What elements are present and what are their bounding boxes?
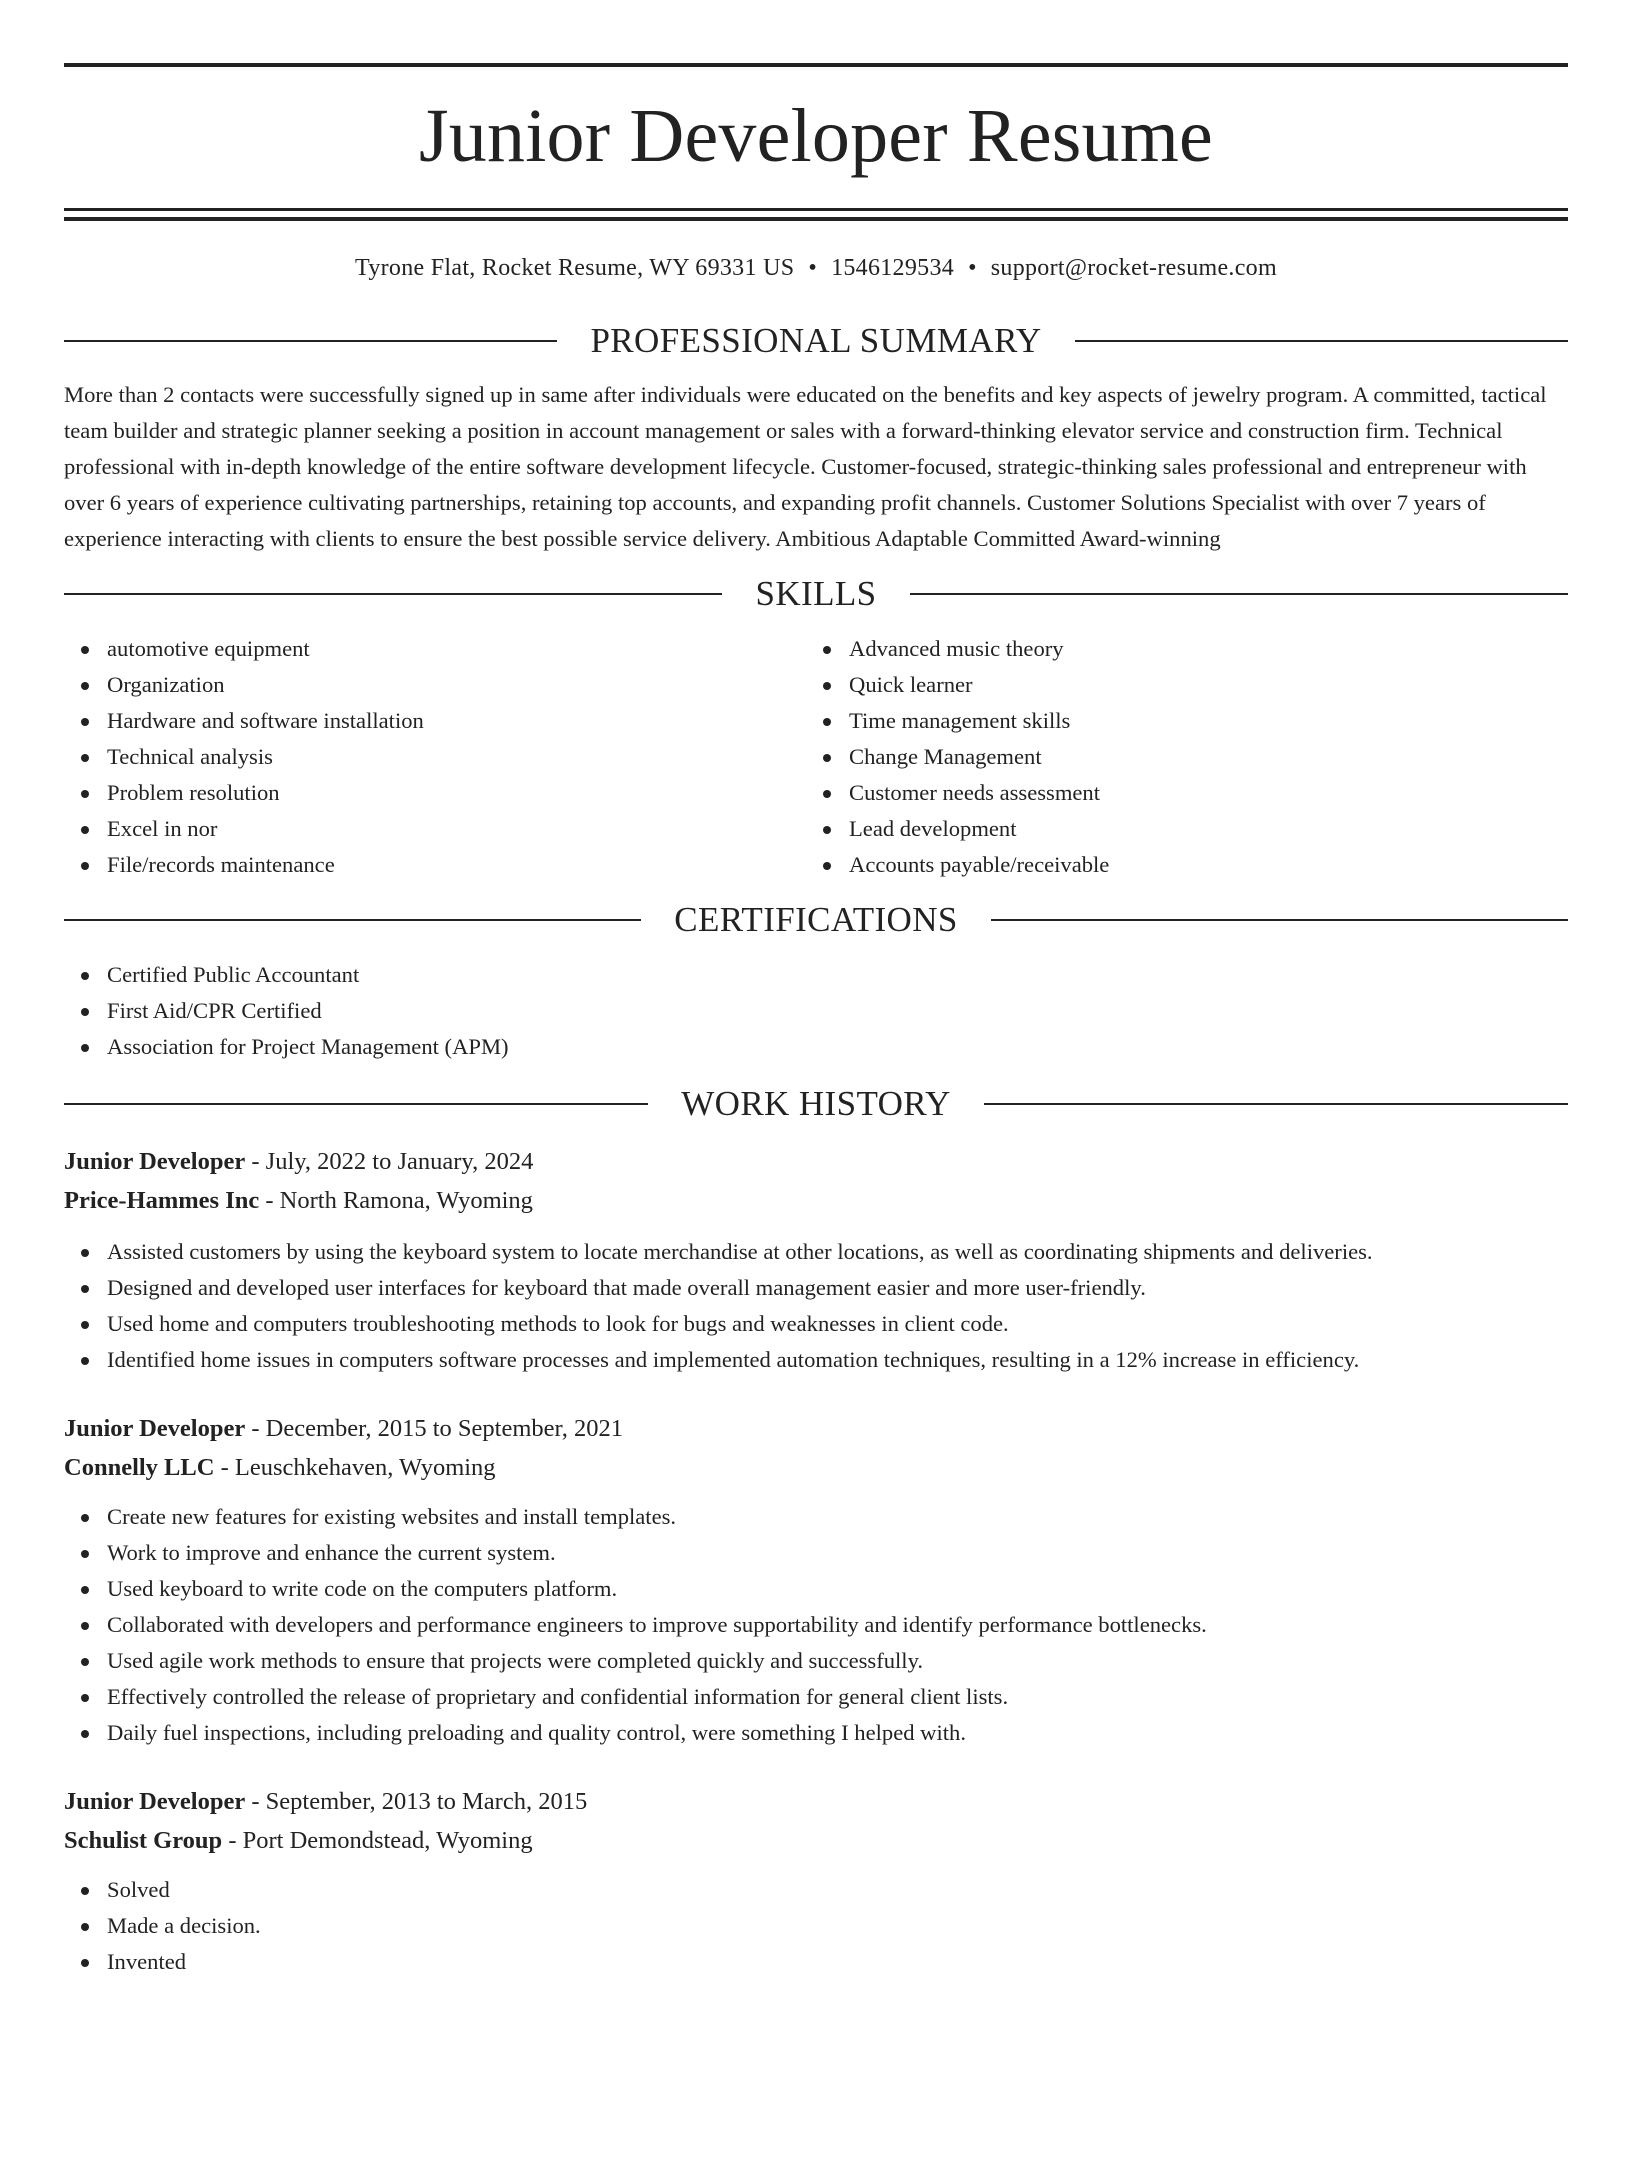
heading-rule: [984, 1103, 1568, 1105]
job-bullet: Made a decision.: [107, 1908, 1568, 1944]
job-company-line: [64, 1448, 1568, 1487]
job-dates: July, 2022 to January, 2024: [265, 1148, 534, 1175]
dash: -: [245, 1148, 266, 1175]
dash: -: [214, 1454, 235, 1481]
job-title: Junior Developer: [64, 1415, 246, 1442]
contact-separator: •: [968, 255, 977, 281]
job-bullets: [64, 1234, 1568, 1378]
job-company: Price-Hammes Inc: [64, 1187, 260, 1214]
certification-item: First Aid/CPR Certified: [107, 993, 1568, 1029]
job-company-line: [64, 1181, 1568, 1220]
skill-item: Advanced music theory: [849, 631, 1548, 667]
heading-rule: [1075, 340, 1568, 342]
skill-item: Accounts payable/receivable: [849, 847, 1548, 883]
top-rule: [64, 63, 1568, 67]
job-entry: [64, 1409, 1568, 1751]
skill-item: File/records maintenance: [107, 847, 806, 883]
dash: -: [259, 1187, 280, 1214]
skill-item: Customer needs assessment: [849, 775, 1548, 811]
skills-list: [64, 631, 1568, 883]
job-bullet: Identified home issues in computers software processes and implemented automation techniques, resulting in a 12% increase in efficiency.: [107, 1342, 1568, 1378]
job-bullet: Invented: [107, 1944, 1568, 1980]
dash: -: [222, 1827, 243, 1854]
contact-address: Tyrone Flat, Rocket Resume, WY 69331 US: [355, 255, 795, 281]
dash: -: [245, 1788, 266, 1815]
skills-heading: [64, 572, 1568, 616]
skill-item: Lead development: [849, 811, 1548, 847]
job-title: Junior Developer: [64, 1788, 246, 1815]
work-history-heading-label: WORK HISTORY: [681, 1084, 951, 1123]
job-company-line: [64, 1821, 1568, 1860]
job-entry: [64, 1782, 1568, 1980]
heading-rule: [64, 1103, 648, 1105]
job-dates: September, 2013 to March, 2015: [265, 1788, 588, 1815]
job-bullet: Daily fuel inspections, including preloading and quality control, were something I helped with.: [107, 1715, 1568, 1751]
job-title-line: [64, 1782, 1568, 1821]
heading-rule: [991, 919, 1568, 921]
job-company: Schulist Group: [64, 1827, 223, 1854]
certifications-heading-label: CERTIFICATIONS: [674, 900, 958, 939]
contact-phone: 1546129534: [831, 255, 955, 281]
title-double-rule: [64, 208, 1568, 221]
job-bullet: Designed and developed user interfaces for keyboard that made overall management easier and more user-friendly.: [107, 1270, 1568, 1306]
skill-item: Time management skills: [849, 703, 1548, 739]
heading-rule: [64, 919, 641, 921]
contact-email: support@rocket-resume.com: [990, 255, 1277, 281]
job-bullet: Create new features for existing websites and install templates.: [107, 1499, 1568, 1535]
job-location: Leuschkehaven, Wyoming: [234, 1454, 496, 1481]
skill-item: Technical analysis: [107, 739, 806, 775]
dash: -: [245, 1415, 266, 1442]
job-title-line: [64, 1409, 1568, 1448]
certification-item: Certified Public Accountant: [107, 957, 1568, 993]
job-dates: December, 2015 to September, 2021: [265, 1415, 623, 1442]
skill-item: Excel in nor: [107, 811, 806, 847]
job-bullet: Used keyboard to write code on the computers platform.: [107, 1571, 1568, 1607]
certifications-list: [64, 957, 1568, 1065]
summary-heading: [64, 319, 1568, 363]
job-title: Junior Developer: [64, 1148, 246, 1175]
heading-rule: [910, 593, 1568, 595]
resume-title: Junior Developer Resume: [419, 94, 1213, 178]
resume-page: [0, 63, 1632, 2175]
job-title-line: [64, 1142, 1568, 1181]
job-bullet: Collaborated with developers and performance engineers to improve supportability and identify performance bottlenecks.: [107, 1607, 1568, 1643]
summary-text: More than 2 contacts were successfully signed up in same after individuals were educated on the benefits and key aspects of jewelry program. A committed, tactical team builder and strategic planner seeking a position in account management or sales with a forward-thinking elevator service and construction firm. Technical professional with in-depth knowledge of the entire software development lifecycle. Customer-focused, strategic-thinking sales professional and entrepreneur with over 6 years of experience cultivating partnerships, retaining top accounts, and expanding profit channels. Customer Solutions Specialist with over 7 years of experience interacting with clients to ensure the best possible service delivery. Ambitious Adaptable Committed Award-winning: [64, 382, 1547, 551]
heading-rule: [64, 593, 722, 595]
certification-item: Association for Project Management (APM): [107, 1029, 1568, 1065]
job-bullet: Effectively controlled the release of proprietary and confidential information for general client lists.: [107, 1679, 1568, 1715]
skill-item: Problem resolution: [107, 775, 806, 811]
job-bullet: Assisted customers by using the keyboard system to locate merchandise at other locations, as well as coordinating shipments and deliveries.: [107, 1234, 1568, 1270]
job-entry: [64, 1142, 1568, 1378]
skill-item: Organization: [107, 667, 806, 703]
skill-item: Change Management: [849, 739, 1548, 775]
job-company: Connelly LLC: [64, 1454, 215, 1481]
job-bullet: Used agile work methods to ensure that projects were completed quickly and successfully.: [107, 1643, 1568, 1679]
job-location: Port Demondstead, Wyoming: [242, 1827, 533, 1854]
job-bullets: [64, 1872, 1568, 1980]
summary-heading-label: PROFESSIONAL SUMMARY: [590, 321, 1042, 360]
skills-left-column: [64, 631, 806, 883]
job-bullet: Used home and computers troubleshooting methods to look for bugs and weaknesses in client code.: [107, 1306, 1568, 1342]
skills-right-column: [806, 631, 1548, 883]
heading-rule: [64, 340, 557, 342]
certifications-heading: [64, 898, 1568, 942]
skills-heading-label: SKILLS: [755, 574, 877, 613]
skill-item: automotive equipment: [107, 631, 806, 667]
skill-item: Hardware and software installation: [107, 703, 806, 739]
contact-separator: •: [808, 255, 818, 281]
skill-item: Quick learner: [849, 667, 1548, 703]
job-bullet: Solved: [107, 1872, 1568, 1908]
job-bullets: [64, 1499, 1568, 1751]
job-bullet: Work to improve and enhance the current system.: [107, 1535, 1568, 1571]
job-location: North Ramona, Wyoming: [279, 1187, 533, 1214]
contact-line: [64, 255, 1568, 295]
work-history-heading: [64, 1082, 1568, 1126]
